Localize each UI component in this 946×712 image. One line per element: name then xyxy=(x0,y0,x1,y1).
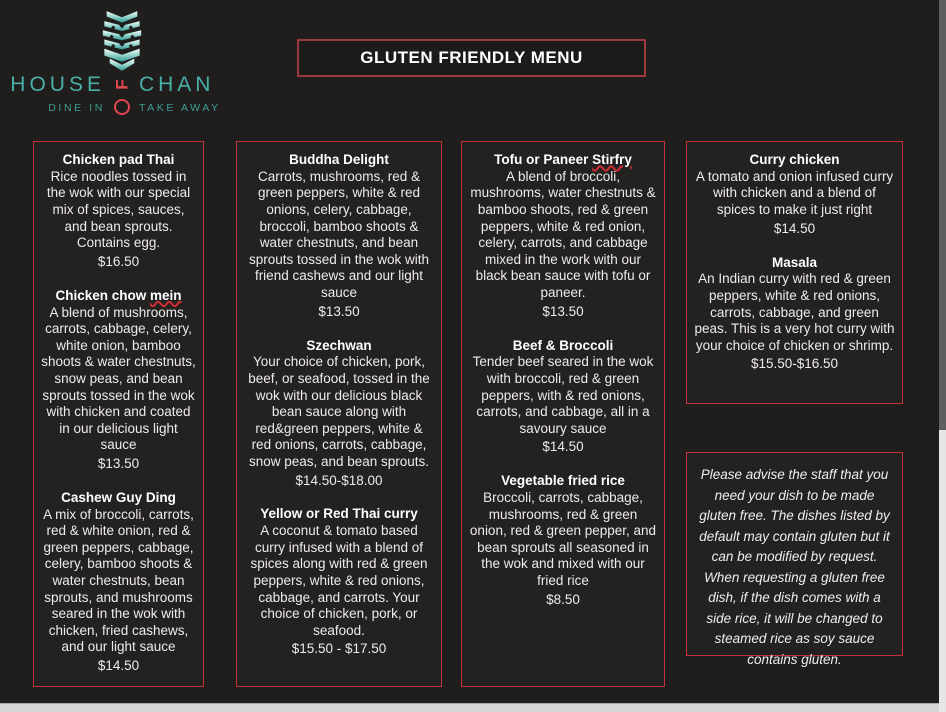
item-price: $14.50-$18.00 xyxy=(295,472,383,488)
menu-item-thai-curry xyxy=(244,506,434,658)
menu-item-buddha-delight xyxy=(244,152,434,321)
item-description: Carrots, mushrooms, red & green peppers, white & red onions, celery, cabbage, broccoli, bamboo shoots & water chestnuts, and bean sprouts tossed in the wok with friend cashews and our light sauce xyxy=(248,168,430,301)
item-name: Beef & Broccoli xyxy=(512,337,614,353)
item-price: $15.50 - $17.50 xyxy=(291,641,387,657)
item-name: Vegetable fried rice xyxy=(501,473,625,489)
item-name: Buddha Delight xyxy=(289,152,389,167)
item-price: $14.50 xyxy=(542,439,584,455)
misspelled-word: mein xyxy=(150,287,182,303)
item-price: $14.50 xyxy=(773,220,816,236)
item-description: A mix of broccoli, carrots, red & white onion, red & green peppers, cabbage, celery, bamboo shoots & water chestnuts, bean sprouts, and mushrooms seared in the wok with chicken, fried cashews, and our light sauce xyxy=(43,506,194,655)
item-description: Rice noodles tossed in the wok with our special mix of spices, sauces, and bean sprouts. Contains egg. xyxy=(46,168,191,251)
gluten-note-text: Please advise the staff that you need your dish to be made gluten free. The dishes listed by default may contain gluten but it can be modified by request. When requesting a gluten free dish, if the dish comes with a side rice, it will be changed to steamed rice as soy sauce contains gluten. xyxy=(699,467,890,667)
logo-house-text: HOUSE xyxy=(10,73,105,96)
menu-item-vegetable-fried-rice xyxy=(469,473,657,608)
menu-item-cashew-guy-ding xyxy=(41,490,196,675)
item-price: $14.50 xyxy=(97,658,140,674)
menu-item-tofu-paneer-stirfry xyxy=(469,152,657,321)
item-description: A tomato and onion infused curry with chicken and a blend of spices to make it just right xyxy=(695,168,894,218)
item-name: Szechwan xyxy=(306,337,372,353)
item-price: $13.50 xyxy=(542,303,584,319)
pagoda-icon xyxy=(99,10,145,72)
menu-item-masala xyxy=(694,255,895,374)
menu-column-4 xyxy=(686,141,903,404)
menu-title-box xyxy=(297,39,646,77)
item-name: Tofu or Paneer Stirfry xyxy=(494,152,632,167)
scrollbar[interactable] xyxy=(939,0,946,712)
item-description: Tender beef seared in the wok with broccoli, red & green peppers, with & red onions, carrots, and cabbage, all in a savoury sauce xyxy=(472,354,654,436)
item-description: A blend of mushrooms, carrots, cabbage, celery, white onion, bamboo shoots & water chestnuts, snow peas, and bean sprouts tossed in the wok with chicken and coated in our delicious light sauce xyxy=(41,304,196,453)
page-bottom-edge xyxy=(0,703,939,712)
item-price: $16.50 xyxy=(97,253,140,269)
item-price: $8.50 xyxy=(546,591,580,607)
item-name: Chicken chow mein xyxy=(55,287,182,303)
restaurant-logo xyxy=(8,10,223,115)
item-description: Broccoli, carrots, cabbage, mushrooms, red & green onion, red & green pepper, and bean sprouts all seasoned in the wok and mixed with our fried rice xyxy=(469,490,657,589)
menu-item-beef-broccoli xyxy=(469,338,657,457)
menu-column-3 xyxy=(461,141,665,687)
logo-dine-in-text: DINE IN xyxy=(48,101,105,114)
item-description: Your choice of chicken, pork, beef, or seafood, tossed in the wok with our delicious black bean sauce along with red&green peppers, white & red onions, carrots, cabbage, snow peas, and bean sprouts. xyxy=(248,354,430,469)
menu-item-szechwan xyxy=(244,338,434,490)
item-price: $13.50 xyxy=(318,303,360,319)
item-name: Curry chicken xyxy=(749,152,840,167)
item-description: A blend of broccoli, mushrooms, water chestnuts & bamboo shoots, red & green peppers, white & red onion, celery, carrots, and cabbage mixed in the work with our black bean sauce with tofu or paneer. xyxy=(470,168,656,301)
gluten-note-box xyxy=(686,452,903,667)
item-name: Chicken pad Thai xyxy=(62,152,175,167)
logo-chan-text: CHAN xyxy=(138,73,215,96)
misspelled-word: Stirfry xyxy=(592,152,632,167)
item-name: Cashew Guy Ding xyxy=(61,489,176,505)
logo-of-f-letter: F xyxy=(112,79,132,90)
page-title: GLUTEN FRIENDLY MENU xyxy=(360,48,583,67)
menu-column-2 xyxy=(236,141,442,687)
scrollbar-thumb[interactable] xyxy=(939,0,946,430)
logo-take-away-text: TAKE AWAY xyxy=(138,101,221,114)
menu-item-chicken-chow-mein xyxy=(41,288,196,473)
logo-of-o-ring xyxy=(114,99,130,115)
menu-item-curry-chicken xyxy=(694,152,895,238)
item-name: Yellow or Red Thai curry xyxy=(260,506,418,522)
menu-column-1 xyxy=(33,141,204,687)
item-description: A coconut & tomato based curry infused with a blend of spices along with red & green peppers, white & red onions, cabbage, and carrots. Your choice of chicken, pork, or seafood. xyxy=(250,523,428,638)
menu-item-chicken-pad-thai xyxy=(41,152,196,271)
item-name: Masala xyxy=(771,254,818,270)
item-price: $13.50 xyxy=(97,455,140,471)
item-price: $15.50-$16.50 xyxy=(750,356,839,372)
item-description: An Indian curry with red & green peppers, white & red onions, carrots, cabbage, and green peas. This is a very hot curry with your choice of chicken or shrimp. xyxy=(694,271,895,353)
